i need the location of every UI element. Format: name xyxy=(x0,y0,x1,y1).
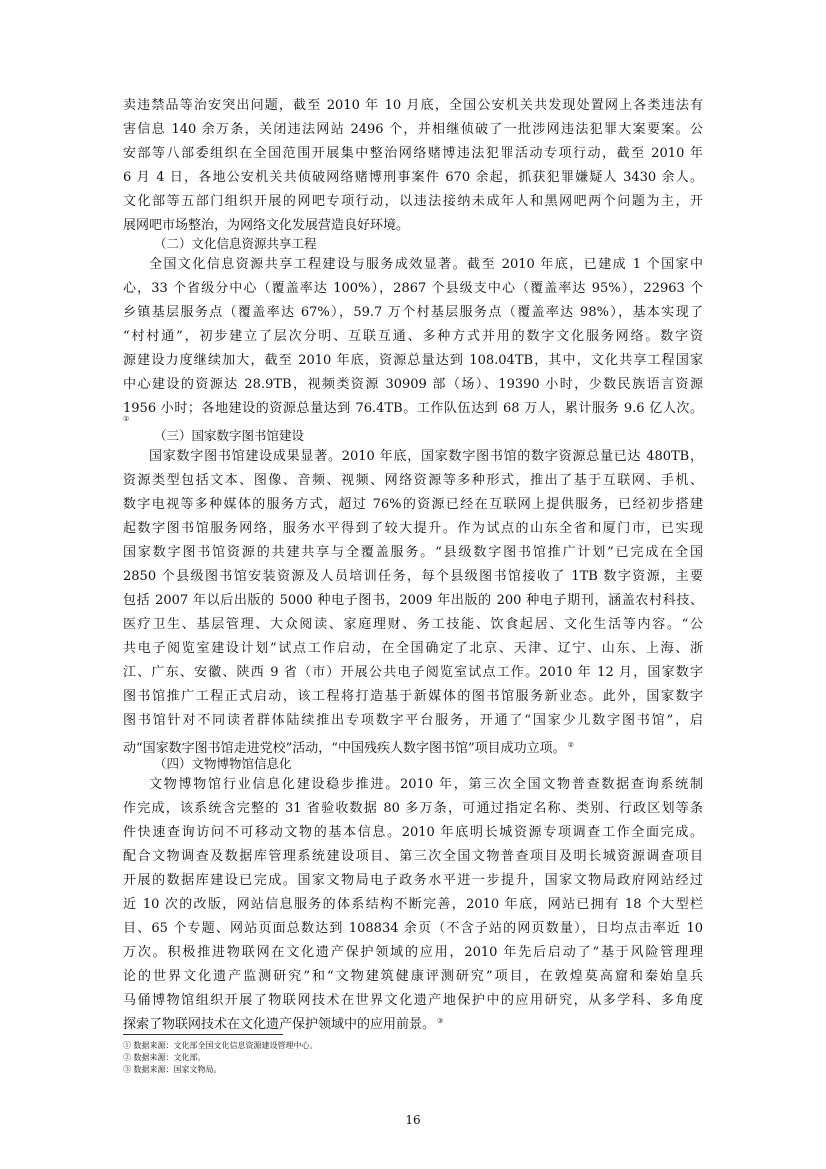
body-line: 江、广东、安徽、陕西 9 省（市）开展公共电子阅览室试点工作。2010 年 12 月，国家数字 xyxy=(123,665,703,680)
body-line: 件快速查询访问不可移动文物的基本信息。2010 年底明长城资源专项调查工作全面完成。 xyxy=(123,825,703,840)
body-line: 万次。积极推进物联网在文化遗产保护领域的应用，2010 年先后启动了“基于风险管理理 xyxy=(123,945,703,960)
body-line: 文化部等五部门组织开展的网吧专项行动，以违法接纳未成年人和黑网吧两个问题为主，开 xyxy=(123,194,703,209)
body-line: 医疗卫生、基层管理、大众阅读、家庭理财、务工技能、饮食起居、文化生活等内容。“公 xyxy=(123,617,703,632)
footnote-1: ① 数据来源：文化部全国文化信息资源建设管理中心。 xyxy=(123,1041,318,1050)
body-line: 心，33 个省级分中心（覆盖率达 100%），2867 个县级支中心（覆盖率达 95%），22963 个 xyxy=(123,281,703,296)
section-heading-4: （四）文物博物馆信息化 xyxy=(154,756,292,771)
body-line: 2850 个县级图书馆安装资源及人员培训任务，每个县级图书馆接收了 1TB 数字资源，主要 xyxy=(123,569,703,584)
body-line-text: 探索了物联网技术在文化遗产保护领域中的应用前景。 xyxy=(123,1017,436,1032)
body-line: 配合文物调查及数据库管理系统建设项目、第三次全国文物普查项目及明长城资源调查项目 xyxy=(123,849,703,864)
body-line: 安部等八部委组织在全国范围开展集中整治网络赌博违法犯罪活动专项行动，截至 2010 年 xyxy=(123,146,703,161)
body-line xyxy=(123,1009,703,1033)
footnote-marker: ② xyxy=(567,741,574,749)
body-line: 图书馆推广工程正式启动，该工程将打造基于新媒体的图书馆服务新业态。此外，国家数字 xyxy=(123,689,703,704)
body-line: 文物博物馆行业信息化建设稳步推进。2010 年，第三次全国文物普查数据查询系统制 xyxy=(149,777,703,792)
page-number: 16 xyxy=(405,1113,421,1127)
body-line: 目、65 个专题、网站页面总数达到 108834 余页（不含子站的网页数量），日均点击率近 10 xyxy=(123,921,703,936)
footnote-2: ② 数据来源：文化部。 xyxy=(123,1053,206,1062)
body-line: 数字电视等多种媒体的服务方式，超过 76%的资源已经在互联网上提供服务，已经初步搭建 xyxy=(123,497,703,512)
body-line: 中心建设的资源达 28.9TB，视频类资源 30909 部（场）、19390 小时，少数民族语言资源 xyxy=(123,377,703,392)
body-line: 作完成，该系统含完整的 31 省验收数据 80 多万条，可通过指定名称、类别、行政区划等条 xyxy=(123,801,703,816)
body-line: “村村通”，初步建立了层次分明、互联互通、多种方式并用的数字文化服务网络。数字资 xyxy=(123,329,703,344)
body-line: 论的世界文化遗产监测研究”和“文物建筑健康评测研究”项目，在敦煌莫高窟和秦始皇兵 xyxy=(123,969,703,984)
footnote-separator xyxy=(123,1034,283,1035)
body-line: 卖违禁品等治安突出问题，截至 2010 年 10 月底，全国公安机关共发现处置网上各类违法有 xyxy=(123,98,703,113)
body-line: 起数字图书馆服务网络，服务水平得到了较大提升。作为试点的山东全省和厦门市，已实现 xyxy=(123,521,703,536)
body-line: 马俑博物馆组织开展了物联网技术在世界文化遗产地保护中的应用研究，从多学科、多角度 xyxy=(123,993,703,1008)
body-line-text: 动“国家数字图书馆走进党校”活动，“中国残疾人数字图书馆”项目成功立项。 xyxy=(123,741,566,756)
section-heading-3: （三）国家数字图书馆建设 xyxy=(154,428,305,443)
body-line: 近 10 次的改版，网站信息服务的体系结构不断完善，2010 年底，网站已拥有 18 个大型栏 xyxy=(123,897,703,912)
body-line: 全国文化信息资源共享工程建设与服务成效显著。截至 2010 年底，已建成 1 个国家中 xyxy=(149,257,703,272)
body-line: 图书馆针对不同读者群体陆续推出专项数字平台服务，开通了“国家少儿数字图书馆”，启 xyxy=(123,713,703,728)
footnote-marker: ① xyxy=(123,415,130,423)
body-line: 1956 小时；各地建设的资源总量达到 76.4TB。工作队伍达到 68 万人，累计服务 9.6 亿人次。 xyxy=(123,401,703,416)
body-line: 6 月 4 日，各地公安机关共侦破网络赌博刑事案件 670 余起，抓获犯罪嫌疑人 3430 余人。 xyxy=(123,170,703,185)
body-line: 资源类型包括文本、图像、音频、视频、网络资源等多种形式，推出了基于互联网、手机、 xyxy=(123,473,703,488)
section-heading-2: （二）文化信息资源共享工程 xyxy=(154,236,317,251)
body-line: 国家数字图书馆资源的共建共享与全覆盖服务。“县级数字图书馆推广计划”已完成在全国 xyxy=(123,545,703,560)
body-line: 害信息 140 余万条，关闭违法网站 2496 个，并相继侦破了一批涉网违法犯罪大案要案。公 xyxy=(123,122,703,137)
body-line: 包括 2007 年以后出版的 5000 种电子图书，2009 年出版的 200 种电子期刊，涵盖农村科技、 xyxy=(123,593,703,608)
body-line: 源建设力度继续加大，截至 2010 年底，资源总量达到 108.04TB，其中，文化共享工程国家 xyxy=(123,353,703,368)
footnote-marker: ③ xyxy=(437,1017,444,1025)
body-line: 乡镇基层服务点（覆盖率达 67%），59.7 万个村基层服务点（覆盖率达 98%），基本实现了 xyxy=(123,305,703,320)
footnote-3: ③ 数据来源：国家文物局。 xyxy=(123,1065,222,1074)
body-line: 展网吧市场整治，为网络文化发展营造良好环境。 xyxy=(123,218,410,233)
body-line: 开展的数据库建设已完成。国家文物局电子政务水平进一步提升，国家文物局政府网站经过 xyxy=(123,873,703,888)
body-line: 国家数字图书馆建设成果显著。2010 年底，国家数字图书馆的数字资源总量已达 480TB， xyxy=(149,449,703,464)
body-line: 共电子阅览室建设计划”试点工作启动，在全国确定了北京、天津、辽宁、山东、上海、浙 xyxy=(123,641,703,656)
